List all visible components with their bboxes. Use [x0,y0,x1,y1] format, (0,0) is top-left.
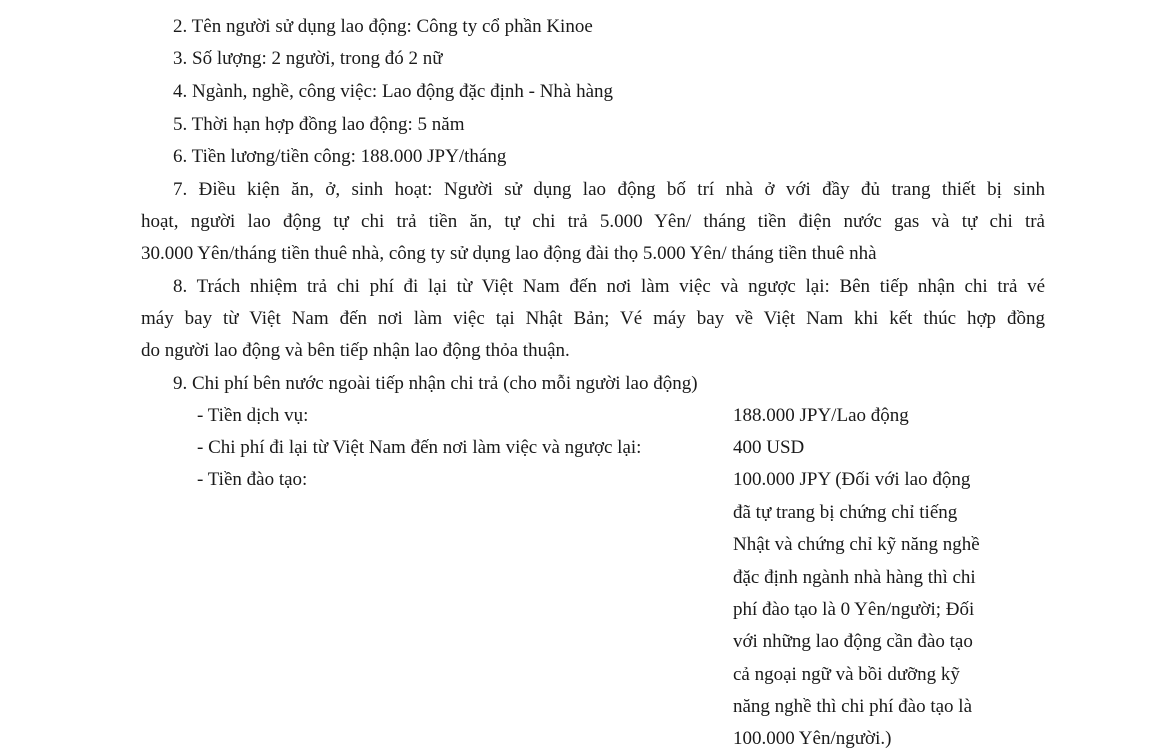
fee-value-training-line: 100.000 JPY (Đối với lao động [733,469,971,490]
item8-line2: máy bay từ Việt Nam đến nơi làm việc tại Nhật Bản; Vé máy bay về Việt Nam khi kết thúc hợp đồng [141,308,1045,329]
fee-label-travel: - Chi phí đi lại từ Việt Nam đến nơi làm việc và ngược lại: [197,437,642,458]
fee-value-training-line: đã tự trang bị chứng chỉ tiếng [733,502,958,523]
item-occupation: 4. Ngành, nghề, công việc: Lao động đặc định - Nhà hàng [173,81,614,102]
fee-value-training-line: năng nghề thì chi phí đào tạo là [733,696,973,717]
fee-value-service: 188.000 JPY/Lao động [733,405,909,426]
item9-heading: 9. Chi phí bên nước ngoài tiếp nhận chi trả (cho mỗi người lao động) [173,373,698,394]
fee-value-training-line: 100.000 Yên/người.) [733,728,892,749]
item8-line3: do người lao động và bên tiếp nhận lao động thỏa thuận. [141,340,570,361]
fee-value-training-line: cả ngoại ngữ và bồi dưỡng kỹ [733,664,960,685]
item-contract-term: 5. Thời hạn hợp đồng lao động: 5 năm [173,114,465,135]
item7-line2: hoạt, người lao động tự chi trả tiền ăn, tự chi trả 5.000 Yên/ tháng tiền điện nước gas và tự chi trả [141,211,1045,232]
cropped-previous-line [141,0,1045,8]
item-salary: 6. Tiền lương/tiền công: 188.000 JPY/tháng [173,146,507,167]
fee-value-training-line: với những lao động cần đào tạo [733,631,973,652]
item-quantity: 3. Số lượng: 2 người, trong đó 2 nữ [173,48,443,69]
fee-value-travel: 400 USD [733,437,805,458]
fee-value-training-line: đặc định ngành nhà hàng thì chi [733,567,976,588]
fee-value-training-line: phí đào tạo là 0 Yên/người; Đối [733,599,975,620]
item-employer-name: 2. Tên người sử dụng lao động: Công ty cổ phần Kinoe [173,16,593,37]
item7-line3: 30.000 Yên/tháng tiền thuê nhà, công ty sử dụng lao động đài thọ 5.000 Yên/ tháng tiền thuê nhà [141,243,877,264]
fee-label-service: - Tiền dịch vụ: [197,405,309,426]
fee-value-training-line: Nhật và chứng chỉ kỹ năng nghề [733,534,980,555]
item8-line1: 8. Trách nhiệm trả chi phí đi lại từ Việt Nam đến nơi làm việc và ngược lại: Bên tiếp nhận chi trả vé [173,276,1045,297]
fee-label-training: - Tiền đào tạo: [197,469,308,490]
item7-line1: 7. Điều kiện ăn, ở, sinh hoạt: Người sử dụng lao động bố trí nhà ở với đầy đủ trang thiết bị sinh [173,179,1045,200]
